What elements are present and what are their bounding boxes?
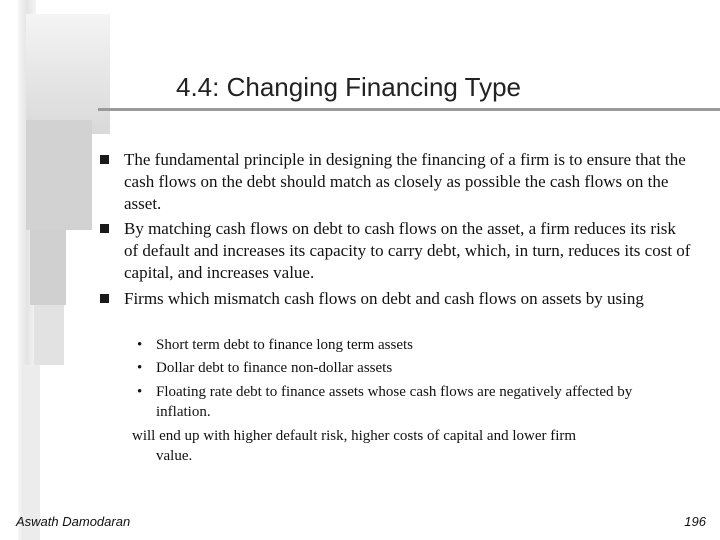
slide-title: 4.4: Changing Financing Type <box>176 72 521 102</box>
sub-bullet-text: Short term debt to finance long term assets <box>156 337 414 353</box>
bullet-text: The fundamental principle in designing the financing of a firm is to ensure that the cash flows on the debt should match as closely as possible the cash flows on the asset. <box>124 150 686 213</box>
page-number: 196 <box>684 514 706 529</box>
sub-bullet-text: Dollar debt to finance non-dollar assets <box>156 360 393 376</box>
decorative-bar <box>26 14 110 134</box>
decorative-bar <box>34 305 64 365</box>
dot-bullet-icon: • <box>137 360 143 376</box>
closing-text: will end up with higher default risk, higher costs of capital and lower firm <box>132 428 577 444</box>
footer-author: Aswath Damodaran <box>16 514 131 529</box>
sub-bullet-text: Floating rate debt to finance assets whose cash flows are negatively affected by inflation. <box>156 384 633 420</box>
square-bullet-icon <box>100 155 109 164</box>
closing-text-continuation: value. <box>156 448 193 464</box>
dot-bullet-icon: • <box>137 384 143 400</box>
square-bullet-icon <box>100 224 109 233</box>
decorative-bar <box>26 120 92 230</box>
title-divider <box>98 108 720 111</box>
dot-bullet-icon: • <box>137 337 143 353</box>
bullet-text: By matching cash flows on debt to cash flows on the asset, a firm reduces its risk of default and increases its capacity to carry debt, which, in turn, reduces its cost of capital, and increases value. <box>124 219 691 282</box>
bullet-text: Firms which mismatch cash flows on debt and cash flows on assets by using <box>124 289 644 308</box>
decorative-bar <box>30 230 66 305</box>
square-bullet-icon <box>100 294 109 303</box>
